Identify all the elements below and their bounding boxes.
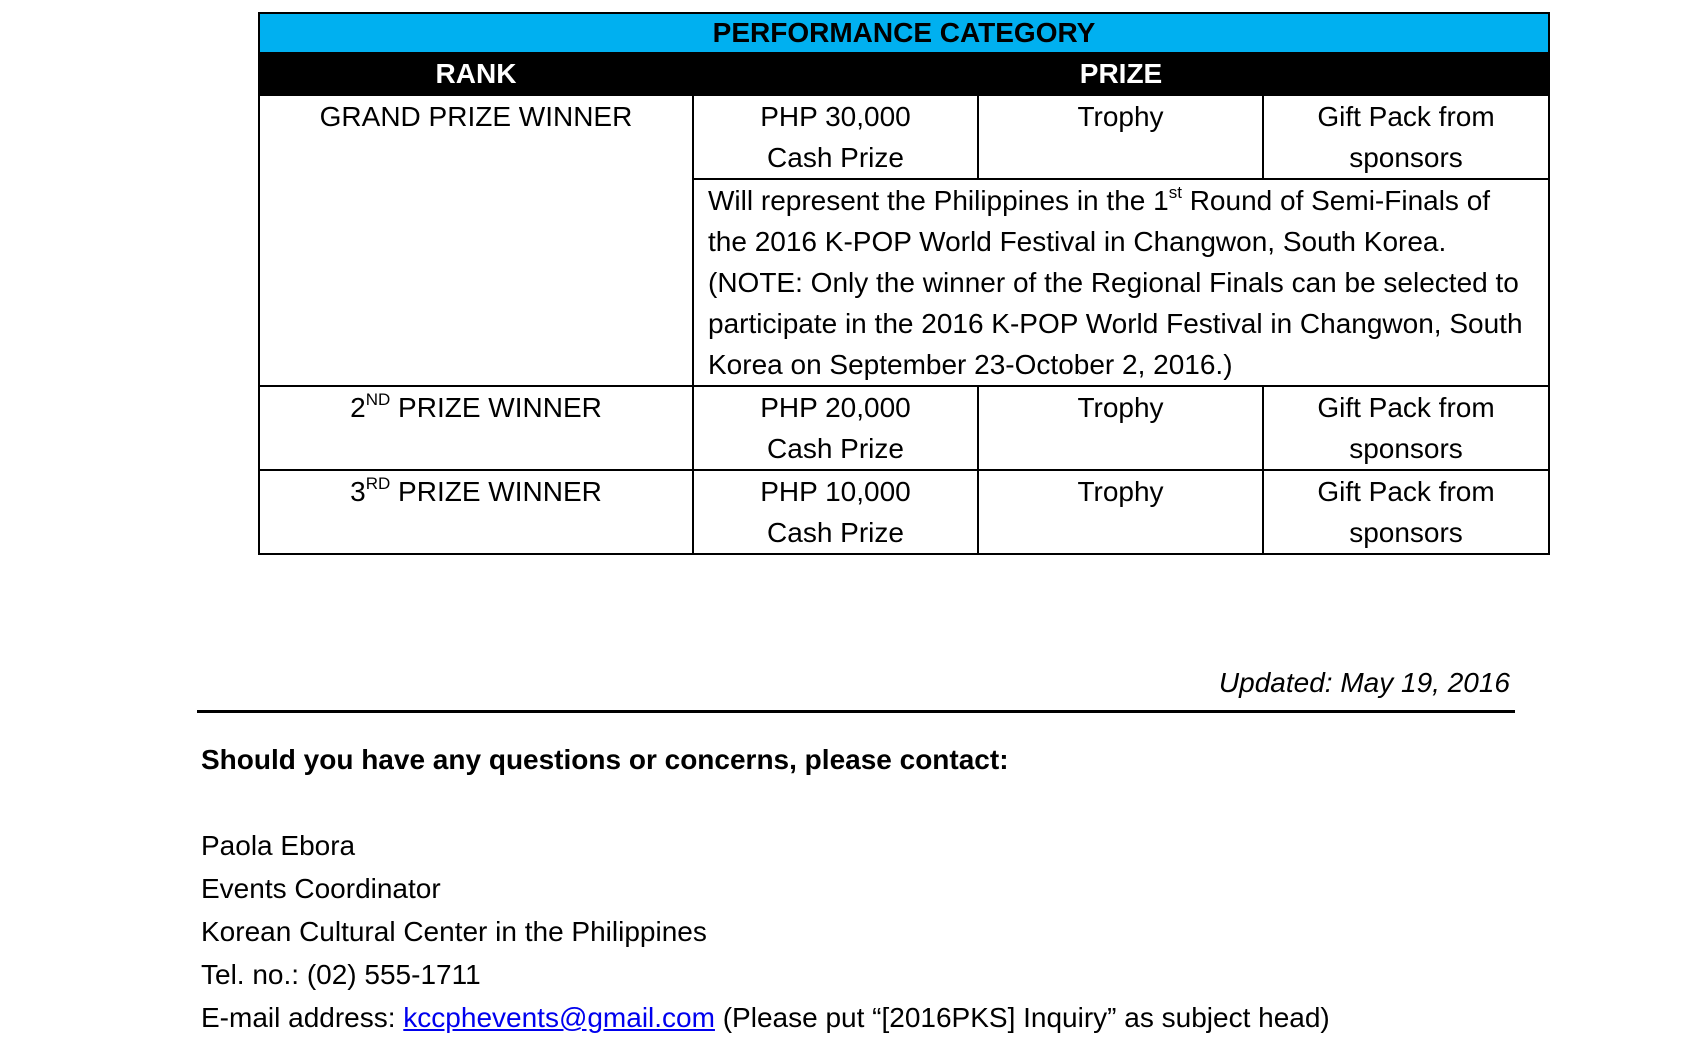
contact-name: Paola Ebora [201,830,356,861]
note-text-part1: Will represent the Philippines in the 1 [708,185,1169,216]
second-gift-cell [1263,386,1549,470]
grand-gift-line2: sponsors [1349,142,1463,173]
rank-header: RANK [259,53,693,95]
third-rank-suffix: RD [365,473,391,493]
second-rank-number: 2 [350,392,366,423]
grand-note-cell [693,179,1549,386]
grand-rank: GRAND PRIZE WINNER [319,101,633,132]
email-link[interactable]: kccphevents@gmail.com [403,1002,715,1033]
third-cash-cell [693,470,978,554]
third-rank-number: 3 [350,476,366,507]
grand-note-disclaimer: (NOTE: Only the winner of the Regional Finals can be selected to participate in the 2016 K-POP World Festival in Changwon, South Korea on September 23-October 2, 2016.) [708,267,1523,380]
third-cash-label: Cash Prize [767,517,904,548]
table-row [259,470,1549,554]
third-trophy-cell [978,470,1263,554]
grand-gift-cell [1263,95,1549,179]
email-note: (Please put “[2016PKS] Inquiry” as subject head) [714,1002,1330,1033]
second-cash-label: Cash Prize [767,433,904,464]
third-gift-line2: sponsors [1349,517,1463,548]
header-row [259,53,1549,95]
grand-note-representation [708,180,1536,262]
category-row [259,13,1549,53]
category-title: PERFORMANCE CATEGORY [259,13,1549,53]
grand-trophy: Trophy [1077,101,1164,132]
grand-rank-cell [259,95,693,386]
note-ordinal-suffix: st [1168,182,1182,202]
grand-gift-line1: Gift Pack from [1317,101,1495,132]
third-trophy: Trophy [1077,476,1164,507]
email-label: E-mail address: [201,1002,404,1033]
contact-organization: Korean Cultural Center in the Philippines [201,916,707,947]
second-cash-amount: PHP 20,000 [760,392,911,423]
third-rank-cell [259,470,693,554]
prize-table [258,12,1550,555]
updated-date: Updated: May 19, 2016 [1218,667,1510,698]
contact-heading: Should you have any questions or concerns, please contact: [201,744,1009,775]
grand-cash-cell [693,95,978,179]
second-gift-line2: sponsors [1349,433,1463,464]
second-rank-cell [259,386,693,470]
second-cash-cell [693,386,978,470]
horizontal-divider [197,710,1515,713]
contact-title: Events Coordinator [201,873,441,904]
second-gift-line1: Gift Pack from [1317,392,1495,423]
third-gift-line1: Gift Pack from [1317,476,1495,507]
second-trophy: Trophy [1077,392,1164,423]
grand-trophy-cell [978,95,1263,179]
contact-block [201,738,1601,1039]
table-row [259,386,1549,470]
second-trophy-cell [978,386,1263,470]
grand-cash-amount: PHP 30,000 [760,101,911,132]
table-row [259,95,1549,179]
contact-tel: Tel. no.: (02) 555-1711 [201,959,481,990]
note-text-part2: Round of Semi-Finals of the 2016 K-POP World Festival in Changwon, South Korea. [708,185,1491,257]
prize-header: PRIZE [693,53,1549,95]
third-gift-cell [1263,470,1549,554]
contact-email-line [201,996,1601,1039]
second-rank-suffix: ND [365,389,391,409]
third-rank-text: PRIZE WINNER [390,476,602,507]
grand-cash-label: Cash Prize [767,142,904,173]
second-rank-text: PRIZE WINNER [390,392,602,423]
third-cash-amount: PHP 10,000 [760,476,911,507]
